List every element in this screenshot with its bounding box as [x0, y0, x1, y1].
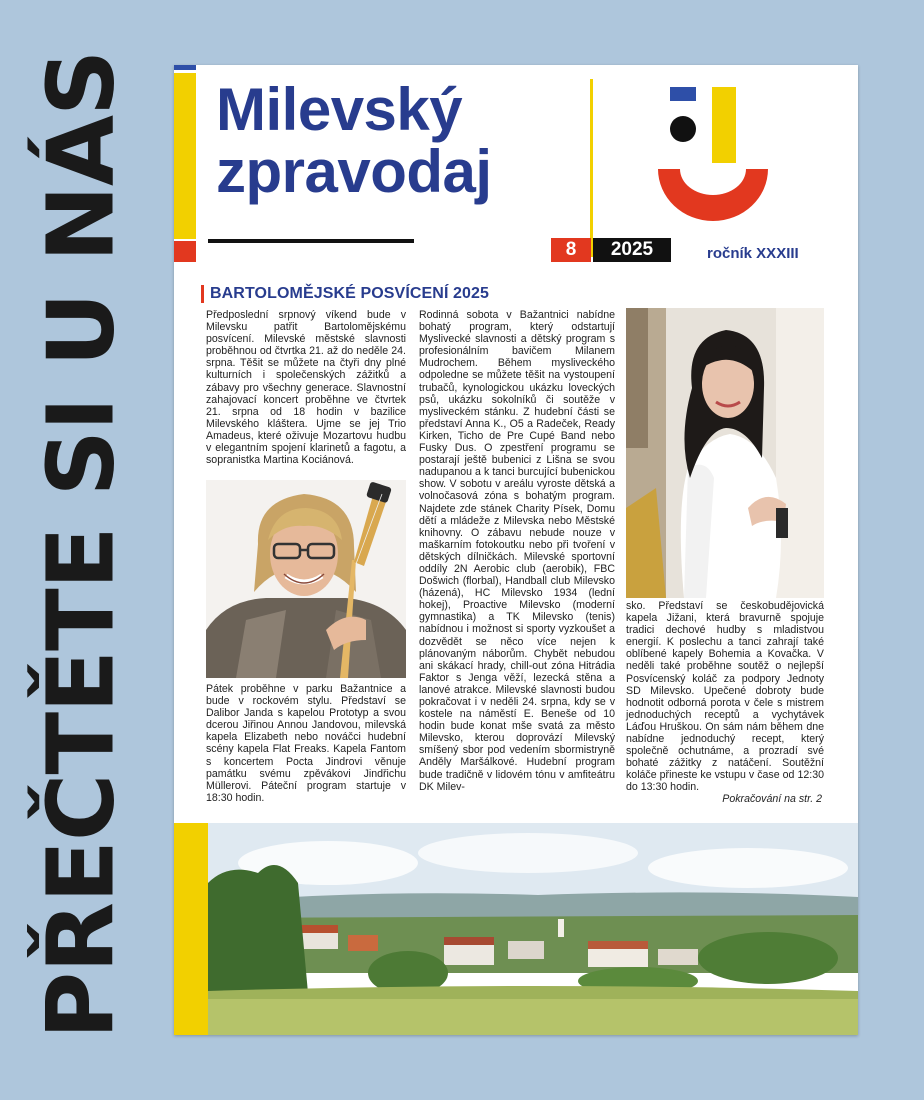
side-banner-text: PŘEČTĚTE SI U NÁS	[27, 50, 135, 1040]
masthead-divider	[590, 79, 593, 257]
accent-blue-bar	[174, 65, 196, 70]
smiley-logo	[652, 83, 774, 228]
accent-yellow-bar-top	[174, 73, 196, 239]
article-headline: BARTOLOMĚJSKÉ POSVÍCENÍ 2025	[201, 285, 489, 303]
logo-blue-block	[670, 87, 696, 101]
continued-note: Pokračování na str. 2	[722, 793, 822, 805]
masthead-rule	[208, 239, 414, 243]
town-landscape-photo	[208, 823, 858, 1035]
singer-photo	[626, 308, 824, 598]
dalibor-janda-photo	[206, 480, 406, 678]
issue-number: 8	[551, 238, 591, 262]
masthead-title	[216, 76, 556, 205]
logo-eye	[670, 116, 696, 142]
article-col3: sko. Představí se českobudějovická kapela Jižani, která bravurně spojuje tradici dechové hudby s mladistvou energií. K poslechu a tanci zahrají také oblíbené kapely Bohemia a Kovačka. V neděli také proběhne soutěž o nejlepší Posvícenský koláč za podpory Jednoty SD Milevsko. Upečené dobroty bude hodnotit odborná porota v čele s mistrem jednoduchých receptů a vychytávek Láďou Hruškou. On sám nám během dne nabídne jednoduchý recept, který společně ochutnáme, a prozradí své bohaté zážitky z natáčení. Soutěžní koláče přineste ke vstupu v čase od 12:30 do 13:30 hodin.	[626, 600, 824, 794]
article-col1-top: Předposlední srpnový víkend bude v Milevsku patřit Bartolomějskému posvícení. Milevské městské slavnosti proběhnou od čtvrtka 21. až do neděle 24. srpna. Těšit se můžete na čtyři dny plné kulturních i společenských zážitků a zábavy pro všechny generace. Slavnostní zahajovací koncert proběhne ve čtvrtek 21. srpna od 18 hodin v bazilice Milevského kláštera. Ujme se jej Trio Amadeus, které oživuje Mozartovu hudbu v elegantním spojení klarinetů a fagotu, a sopranistka Martina Kociánová.	[206, 309, 406, 467]
issue-year: 2025	[593, 238, 671, 262]
accent-yellow-bar-bottom	[174, 823, 208, 1035]
logo-smile	[658, 169, 768, 221]
masthead-title-line1: Milevský	[216, 76, 463, 143]
article-col2: Rodinná sobota v Bažantnici nabídne bohatý program, který odstartují Myslivecké slavnosti a dětský program s profesionálním bavičem Milanem Mudrochem. Během mysliveckého odpoledne se můžete těšit na vystoupení trubačů, kynologickou ukázku loveckých psů, ukázku sokolníků či soutěže v mysliveckém stánku. Z hudební části se představí Anna K., O5 a Radeček, Ready Kirken, Ticho de Pre Cupé Band nebo Fusky Dus. O zpestření programu se postarají ještě bubenici z Lišna se svou nadupanou a k tanci burcující bubenickou show. V sobotu v areálu vyroste dětská a volnočasová zóna s bohatým program. Najdete zde stánek Charity Písek, Domu dětí a mládeže z Milevska nebo Městské knihovny. O zábavu nebude nouze v maškarním fotokoutku nebo při tvoření v dětských dílničkách. Milevské sportovní oddíly 2N Aerobic club (aerobik), FBC Došwich (florbal), Handball club Milevsko (házená), HC Milevsko 1934 (lední hokej), Proactive Milevsko (moderní gymnastika) a TK Milevsko (tenis) nabídnou i možnost si sporty vyzkoušet a dozvědět se něco více nejen k plánovaným náborům. Chybět nebudou ani skákací hrady, chill-out zóna Hitrádia Faktor s Jenga věží, lezecká stěna a lanové atrakce. Milevské slavnosti budou pokračovat i v neděli 24. srpna, kdy se v kostele na náměstí E. Beneše od 10 hodin bude konat mše svatá za město Milevsko, kterou doprovází Milevský smíšený sbor pod vedením sbormistryně Anděly Maršálkové. Hudební program bude tradičně v lidovém tónu v amfiteátru DK Milev-	[419, 309, 615, 793]
accent-red-bar	[174, 241, 196, 262]
newspaper-page	[174, 65, 858, 1035]
volume-label: ročník XXXIII	[707, 245, 799, 262]
side-banner	[2, 45, 160, 1045]
article-col1-bottom: Pátek proběhne v parku Bažantnice a bude v rockovém stylu. Představí se Dalibor Janda s kapelou Prototyp a svou dcerou Jiřinou Annou Jandovou, milevská kapela Elizabeth nebo nováčci hudební scény kapela Flat Freaks. Kapela Fantom s koncertem Pocta Jindrovi věnuje památku svému zpěvákovi Jindřichu Müllerovi. Páteční program startuje v 18:30 hodin.	[206, 683, 406, 804]
logo-yellow-block	[712, 87, 736, 163]
masthead-title-line2: zpravodaj	[216, 138, 492, 205]
